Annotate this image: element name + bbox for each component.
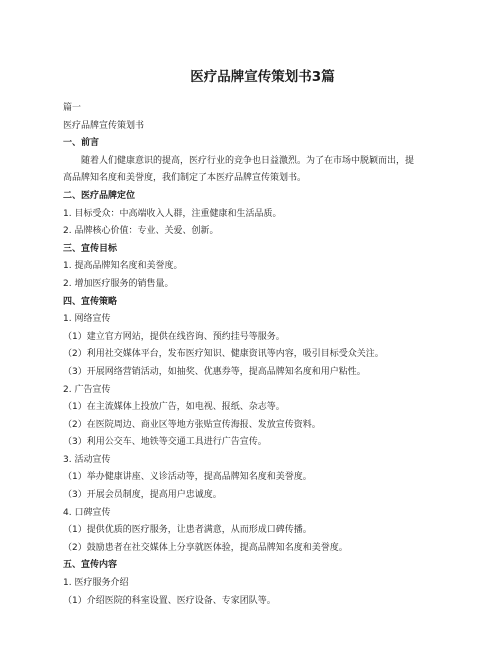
list-item: （1）提供优质的医疗服务，让患者满意，从而形成口碑传播。	[63, 525, 312, 536]
subsection-heading: 1. 医疗服务介绍	[63, 578, 129, 589]
list-item: （1）建立官方网站，提供在线咨询、预约挂号等服务。	[63, 331, 285, 342]
list-item: （3）开展会员制度，提高用户忠诚度。	[63, 490, 222, 501]
list-item: 1. 提高品牌知名度和美誉度。	[63, 261, 183, 272]
list-item: 1. 目标受众：中高端收入人群，注重健康和生活品质。	[63, 208, 282, 219]
section-heading-strategy: 四、宣传策略	[63, 296, 118, 307]
subsection-heading: 4. 口碑宣传	[63, 507, 111, 518]
document-title: 医疗品牌宣传策划书3篇	[190, 69, 335, 85]
document-subtitle: 医疗品牌宣传策划书	[63, 120, 145, 131]
list-item: （2）鼓励患者在社交媒体上分享就医体验，提高品牌知名度和美誉度。	[63, 542, 348, 553]
list-item: （1）举办健康讲座、义诊活动等，提高品牌知名度和美誉度。	[63, 472, 312, 483]
list-item: （1）介绍医院的科室设置、医疗设备、专家团队等。	[63, 595, 276, 606]
list-item: （1）在主流媒体上投放广告，如电视、报纸、杂志等。	[63, 402, 285, 413]
part-label: 篇一	[63, 103, 82, 113]
section-heading-content: 五、宣传内容	[63, 560, 118, 571]
section-heading-goals: 三、宣传目标	[63, 243, 118, 254]
list-item: （3）开展网络营销活动，如抽奖、优惠券等，提高品牌知名度和用户粘性。	[63, 366, 366, 377]
list-item: 2. 品牌核心价值：专业、关爱、创新。	[63, 226, 219, 237]
preface-line-2: 高品牌知名度和美誉度，我们制定了本医疗品牌宣传策划书。	[63, 173, 307, 184]
subsection-heading: 1. 网络宣传	[63, 314, 111, 325]
list-item: （3）利用公交车、地铁等交通工具进行广告宣传。	[63, 437, 267, 448]
subsection-heading: 3. 活动宣传	[63, 454, 111, 465]
list-item: （2）在医院周边、商业区等地方张贴宣传海报、发放宣传资料。	[63, 419, 321, 430]
preface-paragraph	[63, 153, 462, 188]
list-item: 2. 增加医疗服务的销售量。	[63, 278, 174, 289]
section-heading-preface: 一、前言	[63, 138, 100, 149]
list-item: （2）利用社交媒体平台，发布医疗知识、健康资讯等内容，吸引目标受众关注。	[63, 349, 384, 360]
subsection-heading: 2. 广告宣传	[63, 384, 111, 395]
preface-line-1: 随着人们健康意识的提高，医疗行业的竞争也日益激烈。为了在市场中脱颖而出，提	[81, 155, 415, 166]
section-heading-positioning: 二、医疗品牌定位	[63, 190, 136, 201]
